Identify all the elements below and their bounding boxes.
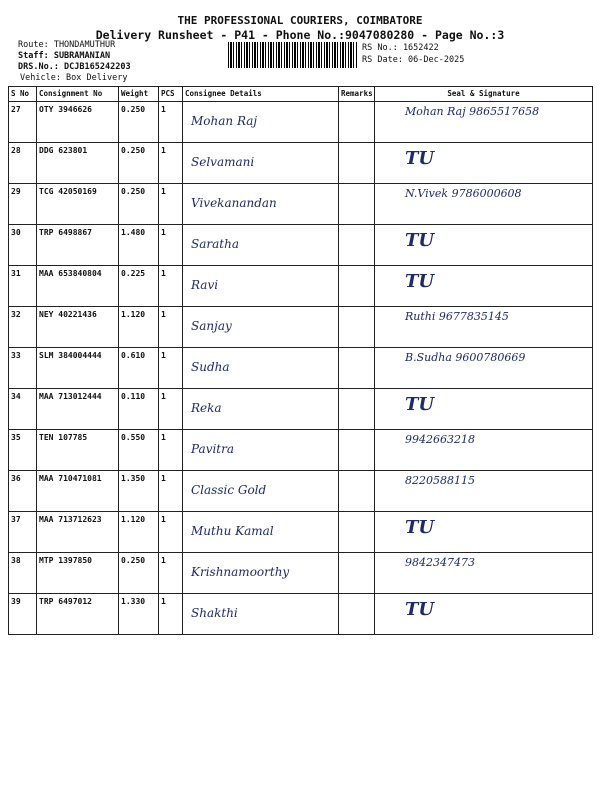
table-row <box>9 143 593 184</box>
staff-label: Staff: SUBRAMANIAN <box>18 51 111 61</box>
row-signature: 8220588115 <box>375 471 593 512</box>
row-sno: 30 <box>9 225 37 266</box>
row-pcs: 1 <box>159 553 183 594</box>
table-row <box>9 594 593 635</box>
row-remarks <box>339 471 375 512</box>
table-row <box>9 553 593 594</box>
row-consignee: Krishnamoorthy <box>183 553 339 594</box>
row-remarks <box>339 348 375 389</box>
row-sno: 35 <box>9 430 37 471</box>
row-sno: 34 <box>9 389 37 430</box>
row-weight: 1.330 <box>119 594 159 635</box>
row-sno: 27 <box>9 102 37 143</box>
row-pcs: 1 <box>159 225 183 266</box>
row-consignee: Saratha <box>183 225 339 266</box>
row-signature: 9942663218 <box>375 430 593 471</box>
row-pcs: 1 <box>159 266 183 307</box>
row-consignment-no: MAA 713012444 <box>37 389 119 430</box>
table-row <box>9 307 593 348</box>
row-consignment-no: TEN 107785 <box>37 430 119 471</box>
row-consignment-no: SLM 384004444 <box>37 348 119 389</box>
row-consignee: Sanjay <box>183 307 339 348</box>
row-consignment-no: OTY 3946626 <box>37 102 119 143</box>
table-row <box>9 348 593 389</box>
signature-mark: TU <box>405 517 435 538</box>
row-pcs: 1 <box>159 102 183 143</box>
row-sno: 29 <box>9 184 37 225</box>
signature-mark: TU <box>405 599 435 620</box>
row-weight: 1.120 <box>119 512 159 553</box>
rs-date: RS Date: 06-Dec-2025 <box>362 55 465 65</box>
row-weight: 0.225 <box>119 266 159 307</box>
row-pcs: 1 <box>159 348 183 389</box>
row-weight: 0.250 <box>119 184 159 225</box>
row-sno: 28 <box>9 143 37 184</box>
row-signature <box>375 512 593 553</box>
row-pcs: 1 <box>159 307 183 348</box>
row-consignee: Vivekanandan <box>183 184 339 225</box>
row-pcs: 1 <box>159 471 183 512</box>
row-signature <box>375 389 593 430</box>
row-consignment-no: DDG 623801 <box>37 143 119 184</box>
row-pcs: 1 <box>159 143 183 184</box>
row-weight: 0.250 <box>119 102 159 143</box>
row-consignment-no: MAA 710471081 <box>37 471 119 512</box>
vehicle-label: Vehicle: Box Delivery <box>20 73 128 83</box>
row-consignee: Sudha <box>183 348 339 389</box>
col-seal: Seal & Signature <box>375 87 593 102</box>
row-sno: 32 <box>9 307 37 348</box>
row-pcs: 1 <box>159 594 183 635</box>
table-row <box>9 225 593 266</box>
barcode <box>228 42 358 68</box>
signature-mark: TU <box>405 271 435 292</box>
table-row <box>9 389 593 430</box>
row-consignee: Classic Gold <box>183 471 339 512</box>
row-remarks <box>339 143 375 184</box>
table-row <box>9 184 593 225</box>
row-consignee: Pavitra <box>183 430 339 471</box>
row-weight: 0.550 <box>119 430 159 471</box>
row-consignment-no: NEY 40221436 <box>37 307 119 348</box>
row-consignment-no: TRP 6497012 <box>37 594 119 635</box>
signature-mark: TU <box>405 230 435 251</box>
row-signature: Mohan Raj 9865517658 <box>375 102 593 143</box>
row-weight: 1.480 <box>119 225 159 266</box>
row-consignment-no: MAA 653840804 <box>37 266 119 307</box>
company-title: THE PROFESSIONAL COURIERS, COIMBATORE <box>177 14 423 27</box>
row-remarks <box>339 225 375 266</box>
row-weight: 1.350 <box>119 471 159 512</box>
table-row <box>9 102 593 143</box>
row-weight: 0.610 <box>119 348 159 389</box>
rs-number: RS No.: 1652422 <box>362 43 439 53</box>
row-pcs: 1 <box>159 512 183 553</box>
row-weight: 0.110 <box>119 389 159 430</box>
row-signature <box>375 594 593 635</box>
row-remarks <box>339 184 375 225</box>
row-remarks <box>339 430 375 471</box>
runsheet-table <box>8 86 593 635</box>
row-consignee: Ravi <box>183 266 339 307</box>
row-weight: 1.120 <box>119 307 159 348</box>
row-sno: 31 <box>9 266 37 307</box>
route-label: Route: THONDAMUTHUR <box>18 40 116 50</box>
row-remarks <box>339 389 375 430</box>
row-pcs: 1 <box>159 430 183 471</box>
signature-mark: TU <box>405 394 435 415</box>
row-consignment-no: TRP 6498867 <box>37 225 119 266</box>
row-remarks <box>339 553 375 594</box>
row-sno: 33 <box>9 348 37 389</box>
row-sno: 37 <box>9 512 37 553</box>
row-weight: 0.250 <box>119 553 159 594</box>
row-pcs: 1 <box>159 184 183 225</box>
table-row <box>9 471 593 512</box>
row-consignment-no: MAA 713712623 <box>37 512 119 553</box>
row-signature <box>375 266 593 307</box>
row-signature <box>375 225 593 266</box>
row-consignee: Shakthi <box>183 594 339 635</box>
table-header-row <box>9 87 593 102</box>
row-remarks <box>339 307 375 348</box>
row-consignee: Selvamani <box>183 143 339 184</box>
row-signature: N.Vivek 9786000608 <box>375 184 593 225</box>
row-sno: 39 <box>9 594 37 635</box>
col-consignee: Consignee Details <box>183 87 339 102</box>
row-consignment-no: TCG 42050169 <box>37 184 119 225</box>
row-remarks <box>339 594 375 635</box>
table-row <box>9 512 593 553</box>
row-signature: Ruthi 9677835145 <box>375 307 593 348</box>
col-consignment: Consignment No <box>37 87 119 102</box>
row-remarks <box>339 266 375 307</box>
col-weight: Weight <box>119 87 159 102</box>
row-signature: B.Sudha 9600780669 <box>375 348 593 389</box>
row-pcs: 1 <box>159 389 183 430</box>
signature-mark: TU <box>405 148 435 169</box>
row-signature: 9842347473 <box>375 553 593 594</box>
row-consignee: Muthu Kamal <box>183 512 339 553</box>
table-row <box>9 430 593 471</box>
col-sno: S No <box>9 87 37 102</box>
runsheet-subtitle: Delivery Runsheet - P41 - Phone No.:9047080280 - Page No.:3 <box>95 28 505 42</box>
row-signature <box>375 143 593 184</box>
table-row <box>9 266 593 307</box>
row-remarks <box>339 512 375 553</box>
row-weight: 0.250 <box>119 143 159 184</box>
row-consignee: Reka <box>183 389 339 430</box>
drs-label: DRS.No.: DCJB165242203 <box>18 62 131 72</box>
row-consignment-no: MTP 1397850 <box>37 553 119 594</box>
row-remarks <box>339 102 375 143</box>
col-pcs: PCS <box>159 87 183 102</box>
row-sno: 38 <box>9 553 37 594</box>
col-remarks: Remarks <box>339 87 375 102</box>
row-consignee: Mohan Raj <box>183 102 339 143</box>
row-sno: 36 <box>9 471 37 512</box>
